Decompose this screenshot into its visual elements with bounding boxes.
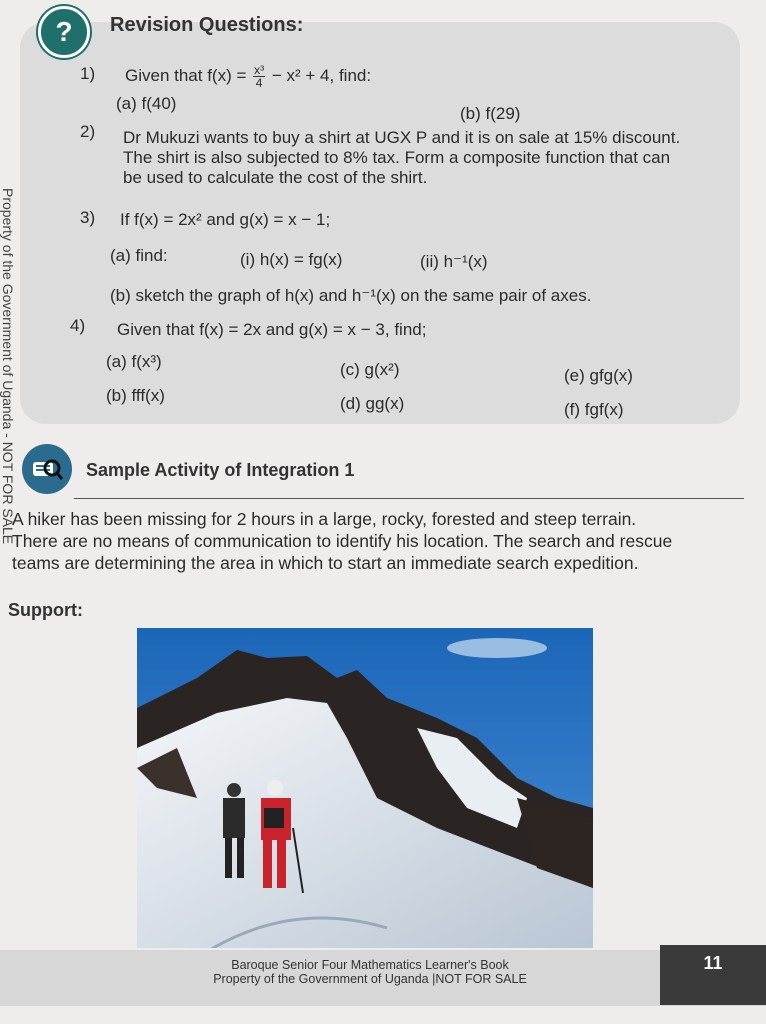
q3-number: 3) xyxy=(80,208,96,227)
mountain-hikers-photo xyxy=(137,628,593,948)
q2-number: 2) xyxy=(80,122,96,141)
q1-number: 1) xyxy=(80,64,96,83)
support-label: Support: xyxy=(8,600,83,620)
activity-title: Sample Activity of Integration 1 xyxy=(86,460,355,480)
q1-frac-den: 4 xyxy=(255,76,263,90)
q1-lead: Given that f(x) = xyxy=(125,65,252,85)
q4-number: 4) xyxy=(70,316,86,335)
paragraph-line-2: There are no means of communication to identify his location. The search and rescue xyxy=(12,531,673,551)
q2-line-2: The shirt is also subjected to 8% tax. Form a composite function that can xyxy=(123,148,671,167)
q1-frac-num: x³ xyxy=(254,63,265,77)
q4-part-d: (d) gg(x) xyxy=(340,394,405,413)
activity-magnifier-icon xyxy=(22,444,72,494)
side-watermark-text: Property of the Government of Uganda - NOT FOR SALE xyxy=(0,188,16,545)
q1-rest: − x² + 4, find: xyxy=(267,65,372,85)
q4-text: Given that f(x) = 2x and g(x) = x − 3, find; xyxy=(117,320,427,339)
q3-part-a-ii: (ii) h⁻¹(x) xyxy=(420,252,488,271)
q2-line-1: Dr Mukuzi wants to buy a shirt at UGX P and it is on sale at 15% discount. xyxy=(123,128,681,147)
revision-title: Revision Questions: xyxy=(110,14,304,36)
q3-part-a-i: (i) h(x) = fg(x) xyxy=(240,250,343,269)
paragraph-line-3: teams are determining the area in which to start an immediate search expedition. xyxy=(12,553,639,573)
photo-illustration xyxy=(137,628,593,948)
footer-line-2: Property of the Government of Uganda |NOT FOR SALE xyxy=(213,972,527,986)
footer-line-1: Baroque Senior Four Mathematics Learner's Book xyxy=(231,958,509,972)
q1-part-a: (a) f(40) xyxy=(116,94,177,113)
q3-text: If f(x) = 2x² and g(x) = x − 1; xyxy=(120,210,331,229)
activity-paragraph xyxy=(12,508,742,574)
magnifier-icon xyxy=(30,456,64,482)
question-mark-icon: ? xyxy=(38,6,90,58)
activity-divider xyxy=(74,498,744,499)
q4-part-c: (c) g(x²) xyxy=(340,360,400,379)
q4-part-e: (e) gfg(x) xyxy=(564,366,633,385)
paragraph-line-1: A hiker has been missing for 2 hours in a large, rocky, forested and steep terrain. xyxy=(12,509,637,529)
q4-part-a: (a) f(x³) xyxy=(106,352,162,371)
q1-part-b: (b) f(29) xyxy=(460,104,521,123)
q4-part-b: (b) fff(x) xyxy=(106,386,165,405)
q4-part-f: (f) fgf(x) xyxy=(564,400,624,419)
q3-part-b: (b) sketch the graph of h(x) and h⁻¹(x) on the same pair of axes. xyxy=(110,286,592,305)
q1-text xyxy=(125,64,371,89)
page-number: 11 xyxy=(660,945,766,1005)
footer-text xyxy=(190,958,550,986)
q1-fraction xyxy=(253,64,265,89)
q3-part-a-label: (a) find: xyxy=(110,246,168,265)
q2-line-3: be used to calculate the cost of the shirt. xyxy=(123,168,428,187)
